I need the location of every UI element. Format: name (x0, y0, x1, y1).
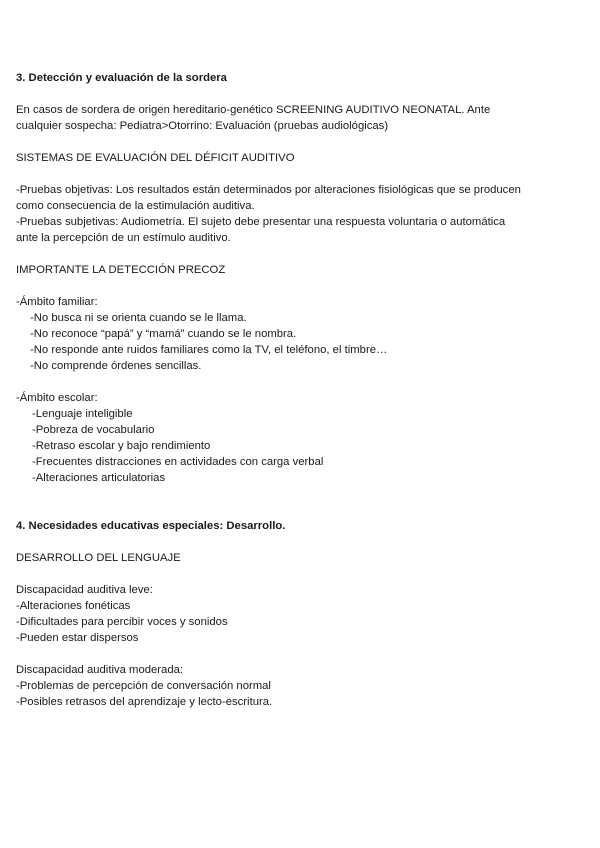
document-page (16, 70, 582, 710)
school-heading: -Ámbito escolar: (16, 392, 98, 404)
early-detection-heading: IMPORTANTE LA DETECCIÓN PRECOZ (16, 264, 226, 276)
list-item: -Alteraciones fonéticas (16, 600, 131, 612)
family-heading: -Ámbito familiar: (16, 296, 98, 308)
list-item: -Pobreza de vocabulario (32, 424, 155, 436)
list-item: -Pueden estar dispersos (16, 632, 139, 644)
list-item: -Dificultades para percibir voces y sonidos (16, 616, 228, 628)
list-item: -Retraso escolar y bajo rendimiento (32, 440, 211, 452)
list-item: -Posibles retrasos del aprendizaje y lecto-escritura. (16, 696, 273, 708)
systems-heading: SISTEMAS DE EVALUACIÓN DEL DÉFICIT AUDITIVO (16, 152, 295, 164)
subjective-tests-line-1: -Pruebas subjetivas: Audiometría. El sujeto debe presentar una respuesta voluntaria o automática (16, 216, 506, 228)
list-item: -Problemas de percepción de conversación normal (16, 680, 271, 692)
list-item: -Lenguaje inteligible (32, 408, 133, 420)
mild-disability-heading: Discapacidad auditiva leve: (16, 584, 153, 596)
list-item: -No busca ni se orienta cuando se le llama. (30, 312, 247, 324)
subjective-tests-line-2: ante la percepción de un estímulo auditivo. (16, 232, 231, 244)
list-item: -No responde ante ruidos familiares como la TV, el teléfono, el timbre… (30, 344, 388, 356)
list-item: -No comprende órdenes sencillas. (30, 360, 202, 372)
list-item: -Frecuentes distracciones en actividades con carga verbal (32, 456, 324, 468)
intro-line-1: En casos de sordera de origen hereditario-genético SCREENING AUDITIVO NEONATAL. Ante (16, 104, 491, 116)
section-3-title: 3. Detección y evaluación de la sordera (16, 72, 227, 84)
intro-line-2: cualquier sospecha: Pediatra>Otorrino: Evaluación (pruebas audiológicas) (16, 120, 389, 132)
objective-tests-line-1: -Pruebas objetivas: Los resultados están determinados por alteraciones fisiológicas que se producen (16, 184, 521, 196)
moderate-disability-heading: Discapacidad auditiva moderada: (16, 664, 184, 676)
list-item: -Alteraciones articulatorias (32, 472, 166, 484)
section-4-title: 4. Necesidades educativas especiales: Desarrollo. (16, 520, 286, 532)
language-development-heading: DESARROLLO DEL LENGUAJE (16, 552, 181, 564)
list-item: -No reconoce “papá” y “mamá” cuando se le nombra. (30, 328, 297, 340)
objective-tests-line-2: como consecuencia de la estimulación auditiva. (16, 200, 255, 212)
